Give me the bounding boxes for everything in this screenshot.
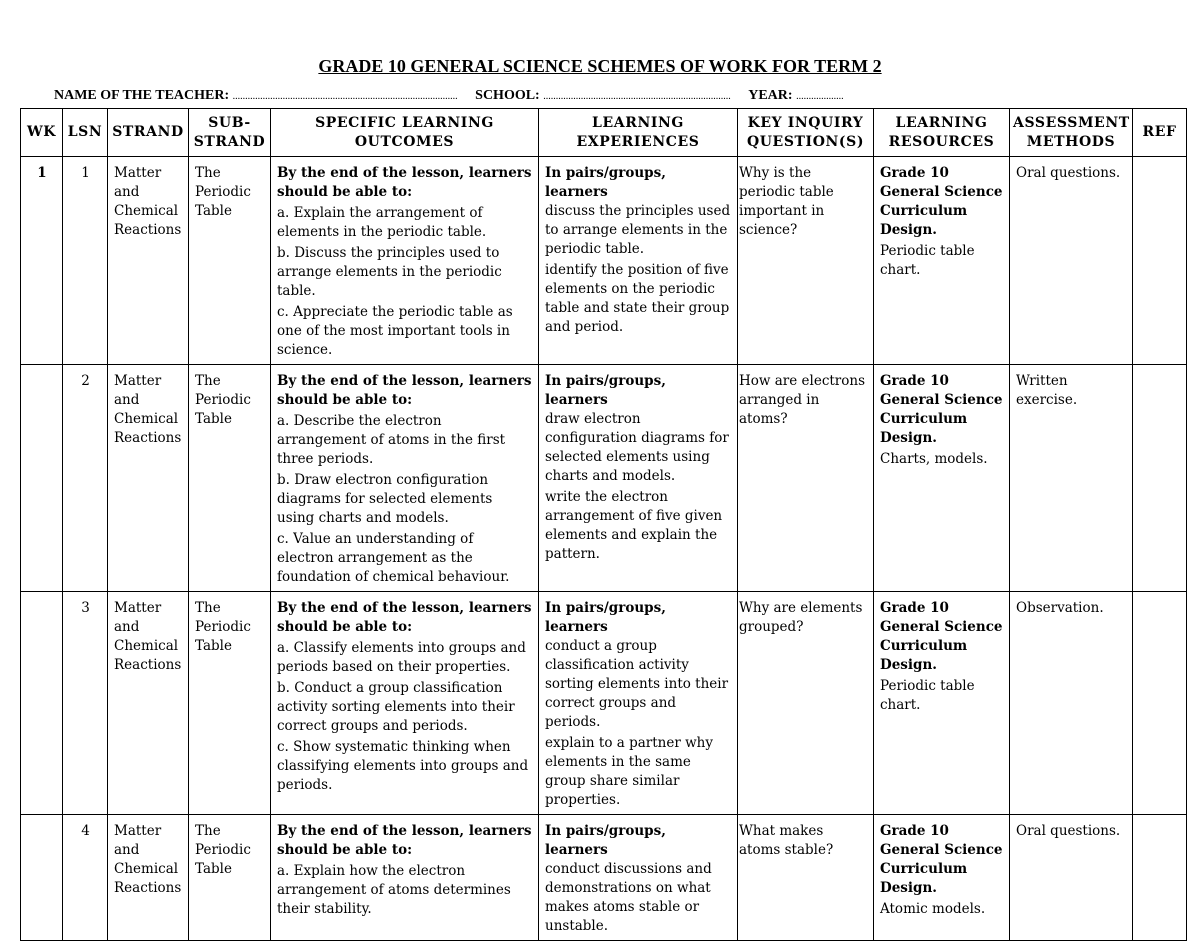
outcome-item: c. Value an understanding of electron arrangement as the foundation of chemical behaviour. [277,531,510,585]
sub-strand-cell: The Periodic Table [189,365,271,592]
outcome-item: a. Classify elements into groups and periods based on their properties. [277,640,526,675]
ref-cell [1133,365,1187,592]
experiences-lead: In pairs/groups, learners [545,373,666,408]
strand-cell: Matter and Chemical Reactions [108,815,189,941]
inquiry-question-cell: Why is the periodic table important in science? [738,157,874,365]
header-learning-experiences: LEARNING EXPERIENCES [539,109,738,157]
outcome-item: b. Draw electron configuration diagrams for selected elements using charts and models. [277,472,493,526]
table-row [21,815,1187,941]
outcomes-cell [271,157,539,365]
experiences-cell [539,592,738,815]
ref-cell [1133,592,1187,815]
year-field: ................... [796,91,844,102]
lesson-cell: 3 [63,592,108,815]
assessment-cell: Observation. [1010,592,1133,815]
outcome-item: a. Describe the electron arrangement of atoms in the first three periods. [277,413,506,467]
lesson-cell: 2 [63,365,108,592]
teacher-label: NAME OF THE TEACHER: [54,88,230,103]
sub-strand-cell: The Periodic Table [189,592,271,815]
outcomes-lead: By the end of the lesson, learners should be able to: [277,373,532,408]
week-cell [21,365,63,592]
experience-item: identify the position of five elements on the periodic table and state their group and period. [545,262,730,335]
document-meta [54,88,844,104]
assessment-cell: Oral questions. [1010,157,1133,365]
table-row [21,365,1187,592]
experience-item: conduct discussions and demonstrations on what makes atoms stable or unstable. [545,861,712,934]
outcomes-lead: By the end of the lesson, learners should be able to: [277,165,532,200]
strand-cell: Matter and Chemical Reactions [108,592,189,815]
year-label: YEAR: [748,88,793,103]
week-cell [21,592,63,815]
experiences-lead: In pairs/groups, learners [545,823,666,858]
header-ref: REF [1133,109,1187,157]
resources-item: Charts, models. [880,451,988,467]
ref-cell [1133,157,1187,365]
outcomes-cell [271,365,539,592]
header-strand: STRAND [108,109,189,157]
sub-strand-cell: The Periodic Table [189,815,271,941]
resources-cell [874,592,1010,815]
resources-cell [874,815,1010,941]
inquiry-question-cell: What makes atoms stable? [738,815,874,941]
document-title: GRADE 10 GENERAL SCIENCE SCHEMES OF WORK FOR TERM 2 [318,56,882,76]
outcomes-cell [271,592,539,815]
resources-item: Periodic table chart. [880,678,975,713]
outcome-item: c. Show systematic thinking when classifying elements into groups and periods. [277,739,529,793]
header-learning-resources: LEARNING RESOURCES [874,109,1010,157]
outcome-item: c. Appreciate the periodic table as one of the most important tools in science. [277,304,513,358]
resources-curriculum: Grade 10 General Science Curriculum Design. [880,600,1003,673]
experience-item: explain to a partner why elements in the same group share similar properties. [545,735,713,808]
assessment-cell: Oral questions. [1010,815,1133,941]
resources-item: Atomic models. [880,901,986,917]
header-lsn: LSN [63,109,108,157]
header-assessment-methods: ASSESSMENT METHODS [1010,109,1133,157]
strand-cell: Matter and Chemical Reactions [108,365,189,592]
outcome-item: a. Explain how the electron arrangement of atoms determines their stability. [277,863,511,917]
week-cell: 1 [21,157,63,365]
table-row [21,157,1187,365]
experiences-lead: In pairs/groups, learners [545,600,666,635]
experience-item: discuss the principles used to arrange elements in the periodic table. [545,203,731,257]
resources-curriculum: Grade 10 General Science Curriculum Design. [880,373,1003,446]
outcome-item: b. Discuss the principles used to arrange elements in the periodic table. [277,245,502,299]
resources-cell [874,157,1010,365]
experience-item: draw electron configuration diagrams for selected elements using charts and models. [545,411,729,484]
header-key-inquiry-questions: KEY INQUIRY QUESTION(S) [738,109,874,157]
teacher-field: .......................................................................................... [232,91,458,102]
school-label: SCHOOL: [475,88,540,103]
experiences-lead: In pairs/groups, learners [545,165,666,200]
resources-cell [874,365,1010,592]
header-specific-learning-outcomes: SPECIFIC LEARNING OUTCOMES [271,109,539,157]
header-row [21,109,1187,157]
table-row [21,592,1187,815]
week-cell [21,815,63,941]
experiences-cell [539,365,738,592]
outcomes-lead: By the end of the lesson, learners should be able to: [277,600,532,635]
header-wk: WK [21,109,63,157]
resources-item: Periodic table chart. [880,243,975,278]
experiences-cell [539,157,738,365]
ref-cell [1133,815,1187,941]
outcome-item: a. Explain the arrangement of elements in the periodic table. [277,205,487,240]
school-field: ........................................................................... [543,91,731,102]
inquiry-question-cell: Why are elements grouped? [738,592,874,815]
lesson-cell: 4 [63,815,108,941]
resources-curriculum: Grade 10 General Science Curriculum Design. [880,165,1003,238]
strand-cell: Matter and Chemical Reactions [108,157,189,365]
lesson-cell: 1 [63,157,108,365]
experience-item: conduct a group classification activity sorting elements into their correct groups and periods. [545,638,729,730]
outcomes-lead: By the end of the lesson, learners should be able to: [277,823,532,858]
header-sub-strand: SUB-STRAND [189,109,271,157]
outcome-item: b. Conduct a group classification activity sorting elements into their correct groups and periods. [277,680,515,734]
outcomes-cell [271,815,539,941]
experiences-cell [539,815,738,941]
experience-item: write the electron arrangement of five given elements and explain the pattern. [545,489,723,562]
schemes-table [20,108,1187,941]
resources-curriculum: Grade 10 General Science Curriculum Design. [880,823,1003,896]
sub-strand-cell: The Periodic Table [189,157,271,365]
assessment-cell: Written exercise. [1010,365,1133,592]
inquiry-question-cell: How are electrons arranged in atoms? [738,365,874,592]
